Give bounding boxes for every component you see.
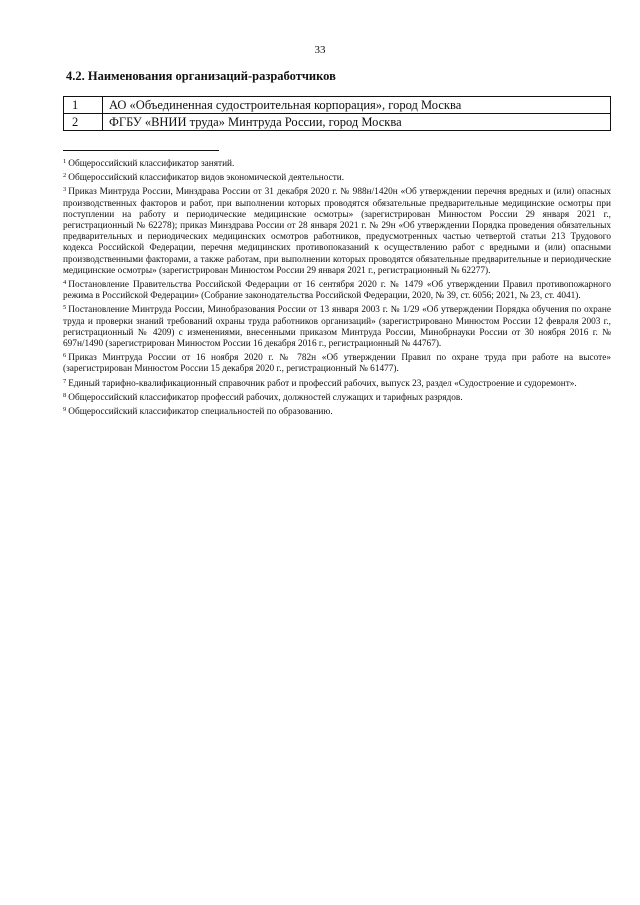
footnote-mark: 5: [63, 304, 67, 312]
footnote-mark: 4: [63, 279, 67, 287]
org-number: 2: [64, 114, 103, 131]
footnotes: [63, 156, 611, 418]
footnote-text: Единый тарифно-квалификационный справочник работ и профессий рабочих, выпуск 23, раздел «Судостроение и судоремонт».: [68, 378, 577, 389]
footnote-mark: 6: [63, 352, 67, 360]
footnote-mark: 9: [63, 406, 67, 414]
footnote-text: Приказ Минтруда России, Минздрава России от 31 декабря 2020 г. № 988н/1420н «Об утверждении перечня вредных и (или) опасных производственных факторов и работ, при выполнении которых проводятся обязательные предварительные медицинские осмотры при поступлении на работу и периодические медицинские осмотры» (зарегистрирован Минюстом России 29 января 2021 г., регистрационный № 62278); приказ Минздрава России от 28 января 2021 г. № 29н «Об утверждении Порядка проведения обязательных предварительных и периодических медицинских осмотров работников, предусмотренных частью четвертой статьи 213 Трудового кодекса Российской Федерации, перечня медицинских противопоказаний к осуществлению работ с вредными и (или) опасными производственными факторами, а также работам, при выполнении которых проводятся обязательные предварительные и периодические медицинские осмотры» (зарегистрирован Минюстом России 29 января 2021 г., регистрационный № 62277).: [63, 187, 611, 276]
footnote: [63, 156, 611, 170]
footnote-mark: 3: [63, 186, 67, 194]
footnote: [63, 302, 611, 350]
footnote-text: Общероссийский классификатор занятий.: [68, 159, 235, 169]
footnote-mark: 8: [63, 391, 67, 399]
page-number: 33: [314, 44, 326, 56]
section-heading: 4.2. Наименования организаций-разработчиков: [66, 69, 336, 83]
org-number: 1: [64, 97, 103, 114]
footnote-text: Общероссийский классификатор специальностей по образованию.: [68, 407, 333, 418]
footnote: [63, 277, 611, 302]
org-name: АО «Объединенная судостроительная корпорация», город Москва: [103, 97, 611, 114]
footnote: [63, 390, 611, 404]
footnote-text: Приказ Минтруда России от 16 ноября 2020 г. № 782н «Об утверждении Правил по охране труда при работе на высоте» (зарегистрирован Минюстом России 15 декабря 2020 г., регистрационный № 61477).: [63, 353, 611, 375]
table-row: [64, 97, 611, 114]
footnote-mark: 2: [63, 172, 67, 180]
footnote-mark: 1: [63, 158, 67, 165]
footnote: [63, 170, 611, 184]
org-name: ФГБУ «ВНИИ труда» Минтруда России, город Москва: [103, 114, 611, 131]
footnote-divider: [63, 150, 219, 151]
footnote: [63, 350, 611, 375]
footnote-text: Общероссийский классификатор видов экономической деятельности.: [68, 173, 345, 184]
footnote-text: Постановление Минтруда России, Минобразования России от 13 января 2003 г. № 1/29 «Об утверждении Порядка обучения по охране труда и проверки знаний требований охраны труда работников организаций» (зарегистрировано Минюстом России 12 февраля 2003 г., регистрационный № 4209) с изменениями, внесенными приказом Минтруда России, Минобрнауки России от 30 ноября 2016 г. № 697н/1490 (зарегистрирован Минюстом России 16 декабря 2016 г., регистрационный № 44767).: [63, 305, 611, 350]
footnote: [63, 404, 611, 418]
table-row: [64, 114, 611, 131]
footnote-text: Общероссийский классификатор профессий рабочих, должностей служащих и тарифных разрядов.: [68, 392, 463, 403]
footnote: [63, 184, 611, 277]
footnote: [63, 376, 611, 390]
footnote-text: Постановление Правительства Российской Федерации от 16 сентября 2020 г. № 1479 «Об утверждении Правил противопожарного режима в Российской Федерации» (Собрание законодательства Российской Федерации, 2020, № 39, ст. 6056; 2021, № 23, ст. 4041).: [63, 280, 611, 302]
footnote-mark: 7: [63, 377, 67, 385]
organizations-table: [63, 96, 611, 131]
